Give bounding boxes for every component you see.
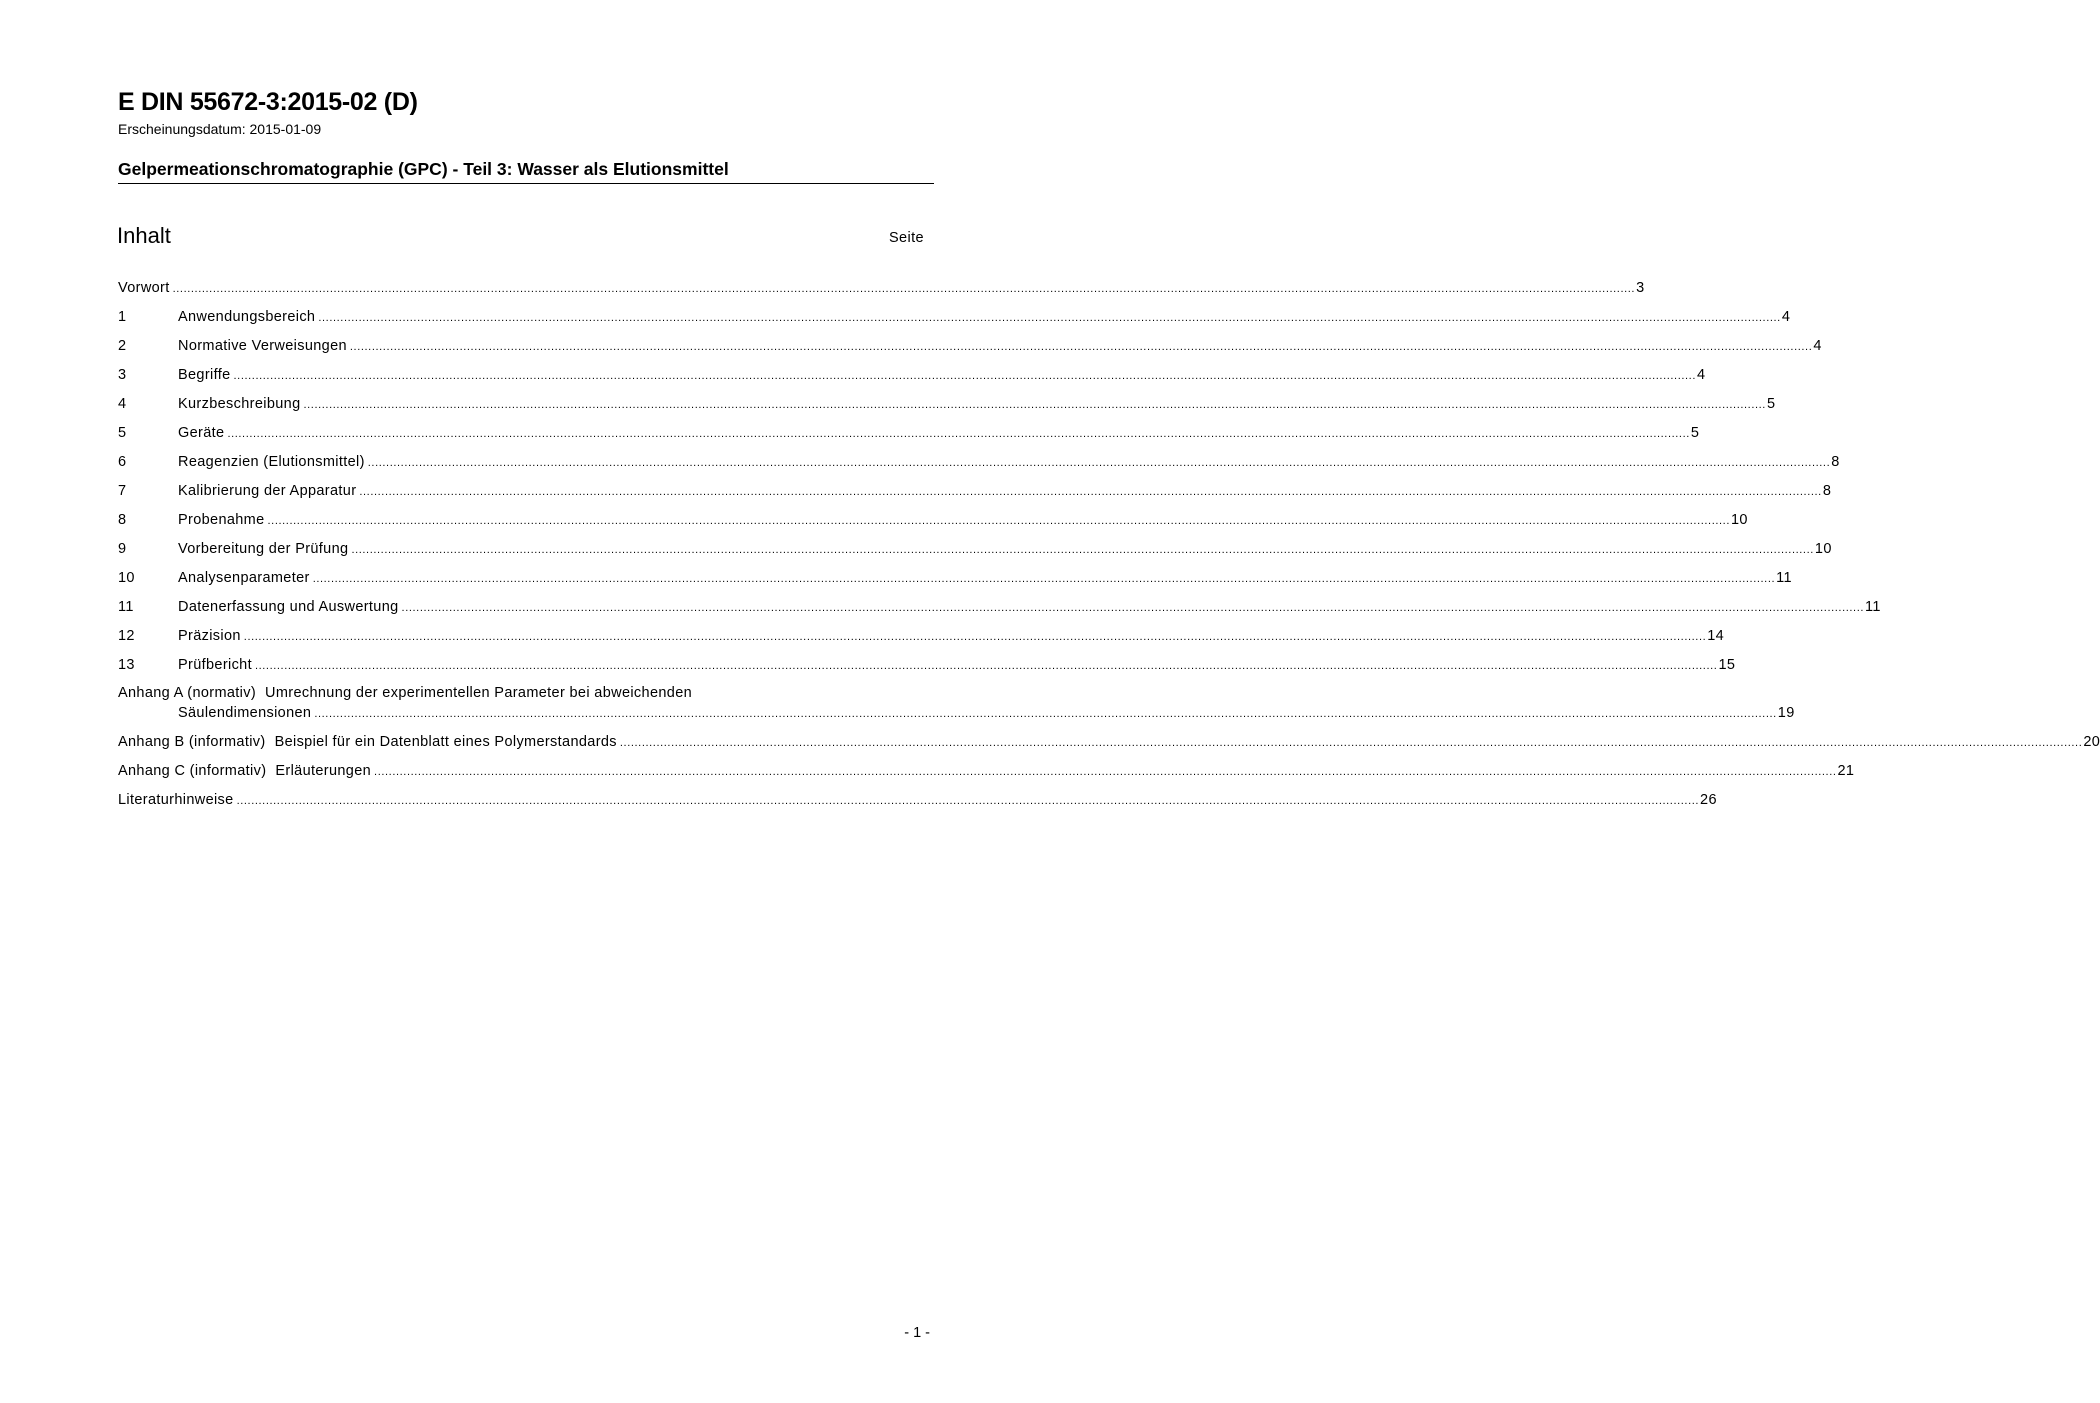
toc-dot-leader: ................................................................................................................................................................................................................................................................................................................................................................................................................ xyxy=(401,602,1865,614)
toc-entry-number: 8 xyxy=(118,512,127,528)
toc-dot-leader: ................................................................................................................................................................................................................................................................................................................................................................................................................ xyxy=(374,766,1837,778)
toc-entry-page: 26 xyxy=(1700,792,1717,808)
toc-entry-title: Kurzbeschreibung xyxy=(178,396,301,412)
toc-entry-page: 4 xyxy=(1813,338,1822,354)
toc-entry-5[interactable] xyxy=(118,423,1700,442)
release-date: Erscheinungsdatum: 2015-01-09 xyxy=(118,121,322,137)
toc-dot-leader: ................................................................................................................................................................................................................................................................................................................................................................................................................ xyxy=(318,312,1781,324)
toc-entry-number: 11 xyxy=(118,599,134,615)
toc-entry-page: 21 xyxy=(1837,763,1855,779)
toc-entry-number: 10 xyxy=(118,570,135,586)
page-number: - 1 - xyxy=(904,1325,930,1341)
toc-entry-number: 6 xyxy=(118,454,127,470)
toc-dot-leader: ................................................................................................................................................................................................................................................................................................................................................................................................................ xyxy=(267,515,1730,527)
toc-dot-leader: ................................................................................................................................................................................................................................................................................................................................................................................................................ xyxy=(314,708,1777,720)
toc-entry-8[interactable] xyxy=(118,510,1748,529)
toc-entry-page: 8 xyxy=(1831,454,1840,470)
toc-entry-title: Analysenparameter xyxy=(178,570,310,586)
toc-entry-12[interactable] xyxy=(118,626,1725,645)
toc-entry-2[interactable] xyxy=(118,336,1822,355)
toc-annex-label: Anhang B (informativ) xyxy=(118,734,266,750)
toc-entry-title: Probenahme xyxy=(178,512,265,528)
toc-entry-title: Literaturhinweise xyxy=(118,792,234,808)
toc-entry-11[interactable] xyxy=(118,597,1881,616)
toc-entry-title: Anwendungsbereich xyxy=(178,309,316,325)
toc-dot-leader: ................................................................................................................................................................................................................................................................................................................................................................................................................ xyxy=(619,737,2083,749)
document-title: Gelpermeationschromatographie (GPC) - Teil 3: Wasser als Elutionsmittel xyxy=(118,159,729,179)
toc-entry-10[interactable] xyxy=(118,568,1792,587)
toc-entry-title: Präzision xyxy=(178,628,241,644)
toc-entry-page: 10 xyxy=(1814,541,1832,557)
toc-dot-leader: ................................................................................................................................................................................................................................................................................................................................................................................................................ xyxy=(359,486,1822,498)
toc-annex-label: Anhang C (informativ) xyxy=(118,763,267,779)
title-divider xyxy=(118,183,934,184)
toc-entry-number: 7 xyxy=(118,483,127,499)
toc-dot-leader: ................................................................................................................................................................................................................................................................................................................................................................................................................ xyxy=(243,631,1707,643)
toc-entry-title: Normative Verweisungen xyxy=(178,338,347,354)
toc-entry-foreword[interactable] xyxy=(118,278,1645,297)
toc-entry-page: 4 xyxy=(1696,367,1706,383)
toc-entry-number: 9 xyxy=(118,541,127,557)
toc-entry-annex-c[interactable] xyxy=(118,761,1855,780)
toc-entry-1[interactable] xyxy=(118,307,1791,326)
toc-entry-page: 5 xyxy=(1766,396,1776,412)
toc-entry-page: 5 xyxy=(1690,425,1700,441)
toc-entry-title: Begriffe xyxy=(178,367,231,383)
table-of-contents xyxy=(118,278,2100,809)
toc-entry-13[interactable] xyxy=(118,655,1736,674)
toc-entry-number: 4 xyxy=(118,396,127,412)
toc-entry-page: 15 xyxy=(1718,657,1736,673)
toc-entry-number: 5 xyxy=(118,425,127,441)
toc-entry-number: 2 xyxy=(118,338,127,354)
toc-entry-title: Reagenzien (Elutionsmittel) xyxy=(178,454,365,470)
toc-entry-page: 3 xyxy=(1636,280,1645,296)
toc-dot-leader: ................................................................................................................................................................................................................................................................................................................................................................................................................ xyxy=(172,283,1636,295)
toc-entry-page: 19 xyxy=(1777,705,1795,721)
toc-entry-page: 14 xyxy=(1707,628,1725,644)
toc-entry-title: Beispiel für ein Datenblatt eines Polymerstandards xyxy=(274,734,617,750)
toc-entry-9[interactable] xyxy=(118,539,1832,558)
toc-dot-leader: ................................................................................................................................................................................................................................................................................................................................................................................................................ xyxy=(351,544,1814,556)
toc-entry-number: 1 xyxy=(118,309,127,325)
toc-entry-4[interactable] xyxy=(118,394,1776,413)
toc-entry-page: 4 xyxy=(1781,309,1791,325)
toc-annex-label: Anhang A (normativ) xyxy=(118,685,257,701)
toc-entry-7[interactable] xyxy=(118,481,1832,500)
toc-dot-leader: ................................................................................................................................................................................................................................................................................................................................................................................................................ xyxy=(367,457,1831,469)
toc-entry-title: Kalibrierung der Apparatur xyxy=(178,483,357,499)
toc-dot-leader: ................................................................................................................................................................................................................................................................................................................................................................................................................ xyxy=(236,795,1700,807)
toc-entry-title: Vorwort xyxy=(118,280,170,296)
toc-entry-number: 13 xyxy=(118,657,135,673)
toc-entry-title-continued: Säulendimensionen xyxy=(178,705,312,721)
toc-entry-title: Datenerfassung und Auswertung xyxy=(178,599,399,615)
toc-entry-page: 11 xyxy=(1865,599,1881,615)
toc-entry-annex-b[interactable] xyxy=(118,732,2100,751)
toc-dot-leader: ................................................................................................................................................................................................................................................................................................................................................................................................................ xyxy=(233,370,1696,382)
toc-entry-6[interactable] xyxy=(118,452,1840,471)
toc-dot-leader: ................................................................................................................................................................................................................................................................................................................................................................................................................ xyxy=(349,341,1813,353)
toc-dot-leader: ................................................................................................................................................................................................................................................................................................................................................................................................................ xyxy=(254,660,1718,672)
toc-entry-title: Vorbereitung der Prüfung xyxy=(178,541,349,557)
toc-page-column-label: Seite xyxy=(888,230,924,246)
toc-entry-page: 8 xyxy=(1822,483,1832,499)
toc-heading: Inhalt xyxy=(117,223,171,248)
toc-entry-annex-a[interactable] xyxy=(118,684,1795,722)
document-id: E DIN 55672-3:2015-02 (D) xyxy=(118,88,418,116)
toc-entry-page: 20 xyxy=(2083,734,2100,750)
toc-entry-title: Prüfbericht xyxy=(178,657,252,673)
toc-entry-number: 3 xyxy=(118,367,127,383)
toc-entry-title: Umrechnung der experimentellen Parameter bei abweichenden xyxy=(265,685,693,701)
toc-entry-title: Erläuterungen xyxy=(275,763,372,779)
toc-entry-title: Geräte xyxy=(178,425,225,441)
toc-entry-bibliography[interactable] xyxy=(118,790,1717,809)
toc-dot-leader: ................................................................................................................................................................................................................................................................................................................................................................................................................ xyxy=(312,573,1776,585)
toc-entry-3[interactable] xyxy=(118,365,1706,384)
toc-entry-number: 12 xyxy=(118,628,135,644)
toc-dot-leader: ................................................................................................................................................................................................................................................................................................................................................................................................................ xyxy=(303,399,1766,411)
toc-dot-leader: ................................................................................................................................................................................................................................................................................................................................................................................................................ xyxy=(227,428,1690,440)
toc-entry-page: 11 xyxy=(1776,570,1792,586)
toc-entry-page: 10 xyxy=(1731,512,1748,528)
